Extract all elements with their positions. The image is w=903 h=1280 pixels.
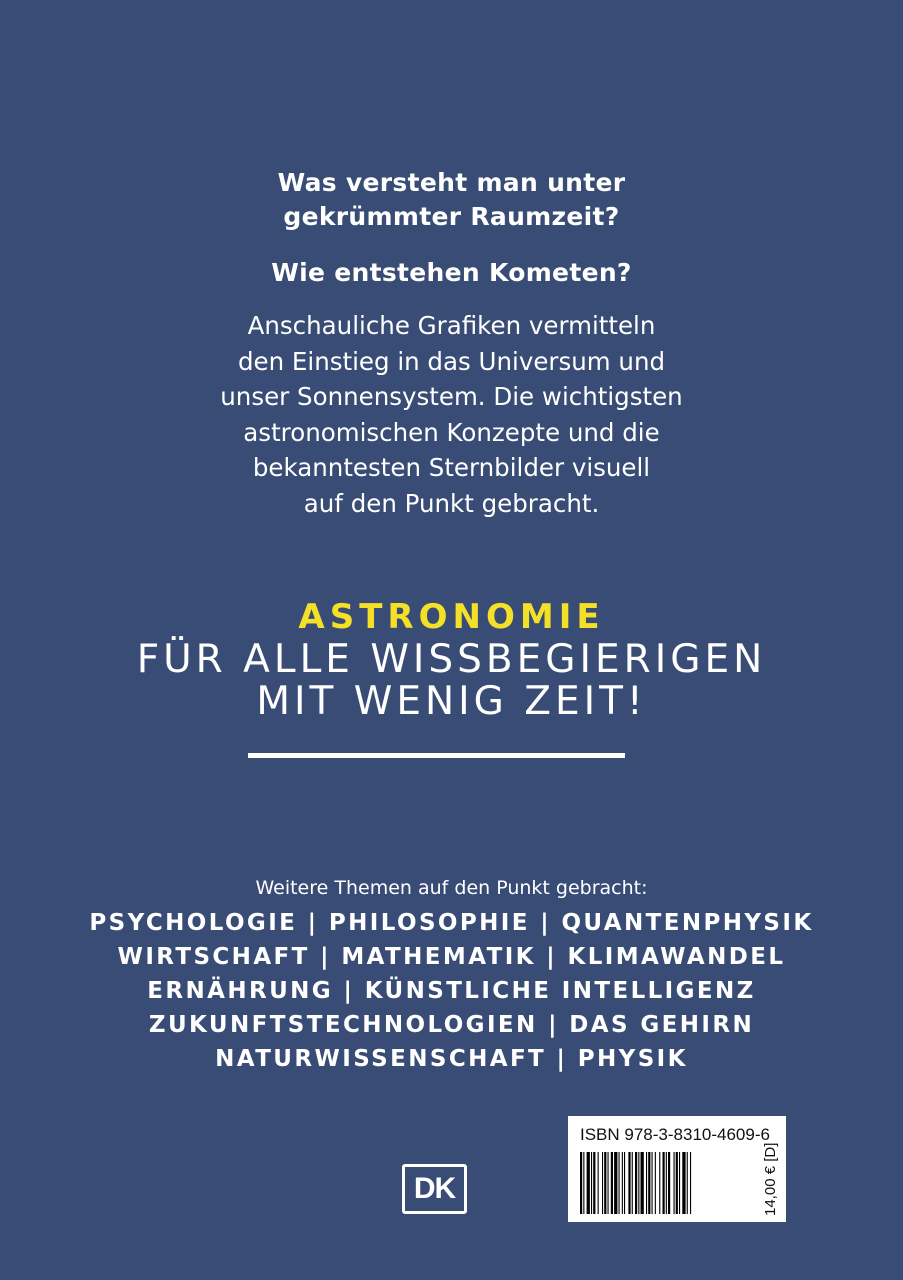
- barcode-bar: [619, 1152, 620, 1214]
- more-topics-list: [0, 906, 903, 1076]
- barcode-bar: [655, 1152, 656, 1214]
- intro-line: auf den Punkt gebracht.: [303, 488, 600, 518]
- headline-subtitle-line-1: FÜR ALLE WISSBEGIERIGEN: [136, 637, 767, 682]
- publisher-logo: DK: [402, 1164, 467, 1214]
- barcode-icon: [580, 1152, 748, 1214]
- barcode-bar: [668, 1152, 670, 1214]
- barcode-bar: [674, 1152, 675, 1214]
- more-topics-label: Weitere Themen auf den Punkt gebracht:: [255, 877, 648, 899]
- barcode-bar: [663, 1152, 665, 1214]
- divider-rule: [248, 753, 625, 758]
- topics-line: PSYCHOLOGIE | PHILOSOPHIE | QUANTENPHYSIK: [89, 910, 814, 936]
- barcode-bar: [611, 1152, 613, 1214]
- question-2: Wie entstehen Kometen?: [271, 258, 632, 287]
- barcode-bar: [591, 1152, 592, 1214]
- intro-line: astronomischen Konzepte und die: [243, 417, 660, 447]
- isbn-text: ISBN 978-3-8310-4609-6: [580, 1125, 770, 1144]
- barcode-bar: [648, 1152, 650, 1214]
- intro-line: Anschauliche Grafiken vermitteln: [247, 311, 656, 340]
- barcode-bar: [587, 1152, 590, 1214]
- barcode-bar: [622, 1152, 623, 1214]
- barcode-bar: [687, 1152, 688, 1214]
- headline-title: ASTRONOMIE: [298, 597, 605, 637]
- barcode-bar: [628, 1152, 630, 1214]
- barcode-bar: [666, 1152, 667, 1214]
- barcode-bar: [614, 1152, 617, 1214]
- barcode-bar: [679, 1152, 680, 1214]
- barcode-bar: [580, 1152, 582, 1214]
- topics-line: WIRTSCHAFT | MATHEMATIK | KLIMAWANDEL: [117, 944, 786, 970]
- barcode-bar: [659, 1152, 660, 1214]
- barcode-bar: [638, 1152, 639, 1214]
- barcode-bar: [676, 1152, 678, 1214]
- barcode-bar: [646, 1152, 647, 1214]
- topics-line: ZUKUNFTSTECHNOLOGIEN | DAS GEHIRN: [148, 1012, 755, 1038]
- barcode-bar: [608, 1152, 609, 1214]
- barcode-bar: [583, 1152, 584, 1214]
- intro-text: [0, 308, 903, 521]
- question-1-line-2: gekrümmter Raumzeit?: [283, 202, 620, 231]
- barcode-bar: [598, 1152, 599, 1214]
- barcode-bar: [602, 1152, 603, 1214]
- question-1-line-1: Was versteht man unter: [277, 168, 626, 197]
- intro-line: den Einstieg in das Universum und: [237, 346, 666, 376]
- topics-line: NATURWISSENSCHAFT | PHYSIK: [215, 1046, 688, 1072]
- barcode-bar: [682, 1152, 685, 1214]
- price-text: 14,00 € [D]: [762, 1142, 779, 1216]
- barcode-bar: [593, 1152, 595, 1214]
- intro-line: bekanntesten Sternbilder visuell: [252, 453, 651, 482]
- headline-subtitle-line-2: MIT WENIG ZEIT!: [256, 679, 647, 724]
- barcode-bar: [652, 1152, 653, 1214]
- barcode-bar: [624, 1152, 625, 1214]
- topics-line: ERNÄHRUNG | KÜNSTLICHE INTELLIGENZ: [147, 978, 756, 1004]
- intro-line: unser Sonnensystem. Die wichtigsten: [220, 382, 683, 411]
- barcode-bar: [632, 1152, 633, 1214]
- barcode-label: [568, 1116, 786, 1222]
- barcode-bar: [635, 1152, 637, 1214]
- barcode-bar: [690, 1152, 691, 1214]
- barcode-bar: [604, 1152, 606, 1214]
- barcode-bar: [641, 1152, 644, 1214]
